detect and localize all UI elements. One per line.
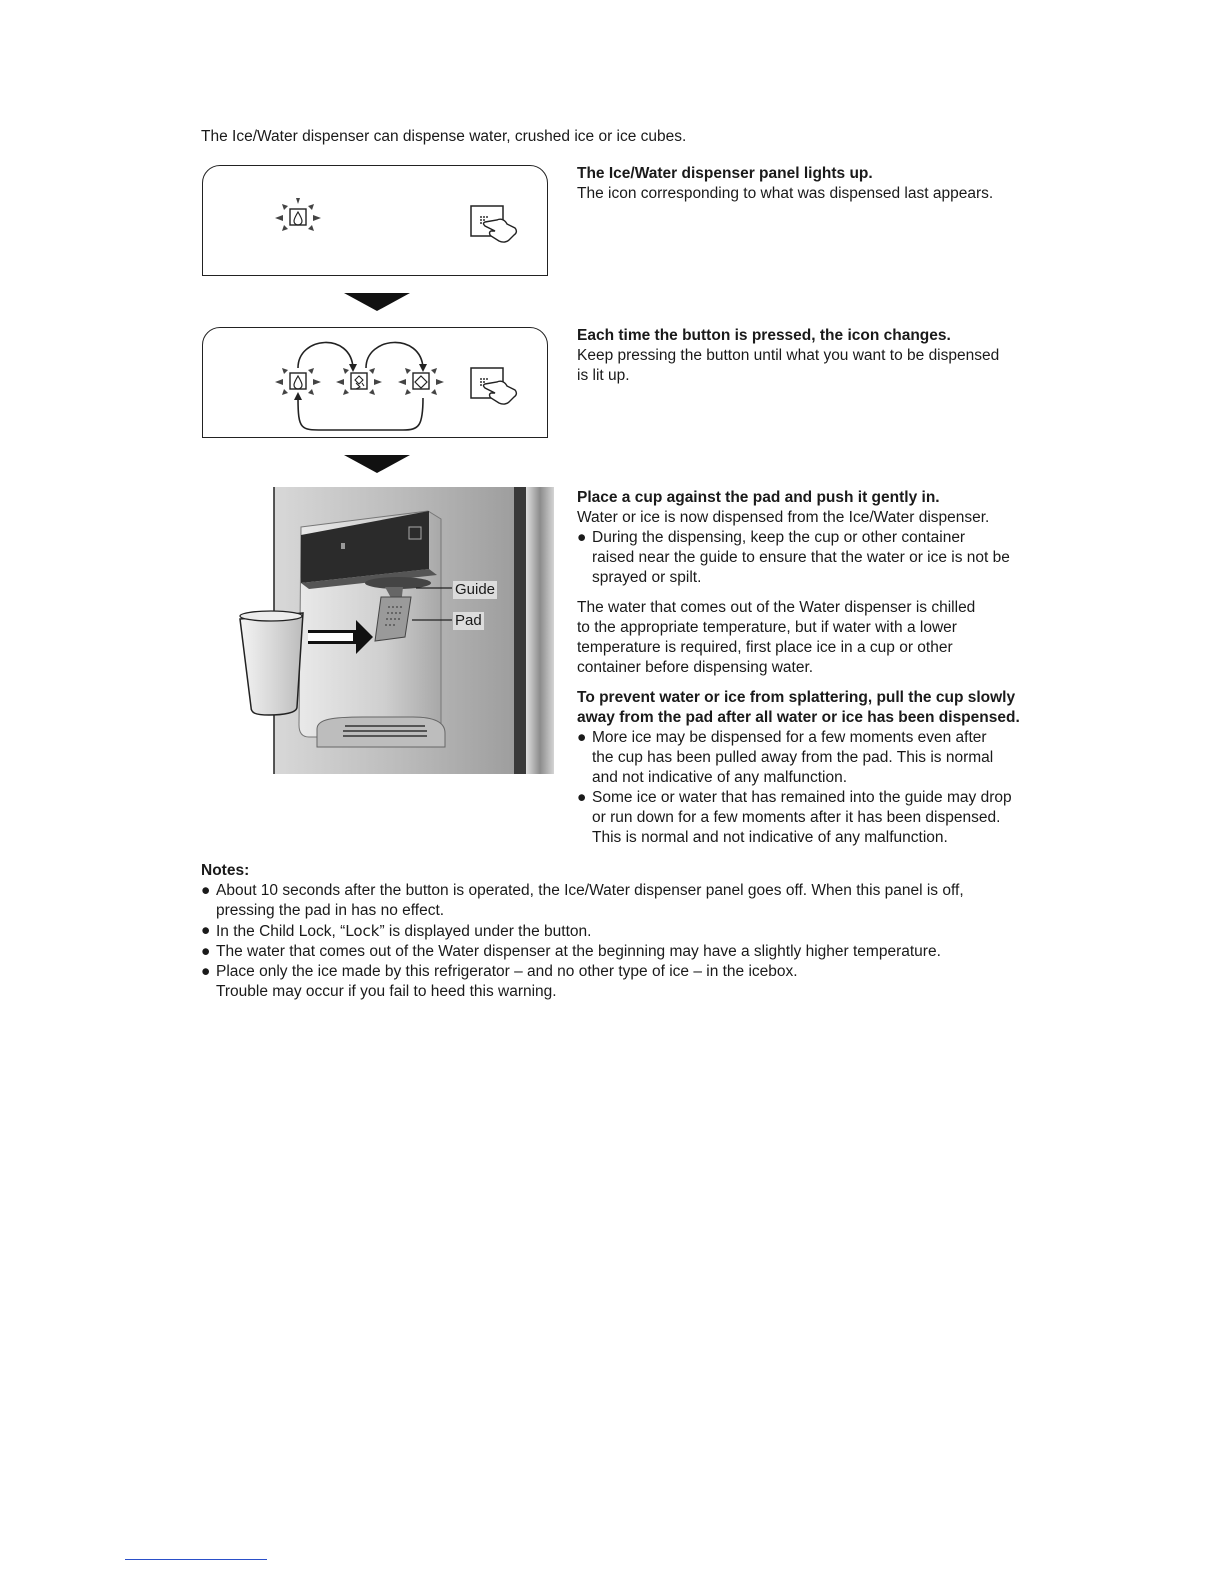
step-3-text — [577, 488, 1057, 848]
dispenser-button-icon — [471, 206, 516, 242]
lock-indicator-text: Lock — [345, 922, 380, 940]
notes-section — [201, 861, 1061, 1002]
water-drop-icon — [275, 198, 321, 231]
guide-label: Guide — [455, 581, 496, 598]
dispenser-panel-diagram-2 — [202, 327, 548, 438]
ice-cube-icon — [398, 368, 444, 395]
bullet-icon: ● — [577, 789, 587, 806]
list-item: ● Place only the ice made by this refrigerator – and no other type of ice – in the icebox. Trouble may occur if you fail to heed this warning. — [201, 963, 798, 1000]
down-arrow-icon — [344, 293, 410, 311]
list-item: ● In the Child Lock, “Lock” is displayed under the button. — [201, 922, 592, 940]
step-1-title: The Ice/Water dispenser panel lights up. — [577, 165, 873, 182]
step-3-line: Water or ice is now dispensed from the Ice/Water dispenser. — [577, 509, 990, 526]
notes-heading: Notes: — [201, 862, 250, 879]
list-item: ● More ice may be dispensed for a few moments even after the cup has been pulled away from the pad. This is normal and not indicative of any malfunction. — [577, 729, 994, 786]
dispenser-button-icon — [471, 368, 516, 404]
step-2-body-line: is lit up. — [577, 367, 630, 384]
step-2-body-line: Keep pressing the button until what you want to be dispensed — [577, 347, 1000, 364]
step-3-para: The water that comes out of the Water dispenser is chilled — [577, 599, 976, 616]
step-3-warning: To prevent water or ice from splattering, pull the cup slowly — [577, 689, 1016, 706]
down-arrow-icon — [344, 455, 410, 473]
step-3-para: temperature is required, first place ice in a cup or other — [577, 639, 953, 656]
list-item: ● During the dispensing, keep the cup or other container raised near the guide to ensure that the water or ice is not be sprayed or spilt. — [577, 529, 1010, 586]
step-3-para: to the appropriate temperature, but if water with a lower — [577, 619, 957, 636]
step-1-text — [577, 164, 1057, 204]
bullet-icon: ● — [201, 882, 211, 899]
bullet-icon: ● — [577, 729, 587, 746]
list-item: ● The water that comes out of the Water dispenser at the beginning may have a slightly higher temperature. — [201, 943, 941, 960]
step-1-body: The icon corresponding to what was dispensed last appears. — [577, 185, 994, 202]
footer-divider — [125, 1559, 267, 1560]
step-2-text — [577, 326, 1057, 386]
bullet-icon: ● — [201, 922, 211, 939]
list-item: ● Some ice or water that has remained into the guide may drop or run down for a few moments after it has been dispensed. This is normal and not indicative of any malfunction. — [577, 789, 1012, 846]
bullet-icon: ● — [201, 943, 211, 960]
crushed-ice-icon — [336, 368, 382, 395]
step-3-warning: away from the pad after all water or ice has been dispensed. — [577, 709, 1020, 726]
intro-text: The Ice/Water dispenser can dispense water, crushed ice or ice cubes. — [201, 128, 687, 145]
dispenser-photo-illustration — [233, 487, 554, 774]
step-2-title: Each time the button is pressed, the icon changes. — [577, 327, 951, 344]
bullet-icon: ● — [201, 963, 211, 980]
list-item: ● About 10 seconds after the button is operated, the Ice/Water dispenser panel goes off. When this panel is off, pressing the pad in has no effect. — [201, 882, 964, 919]
step-3-para: container before dispensing water. — [577, 659, 814, 676]
bullet-icon: ● — [577, 529, 587, 546]
pad-label: Pad — [455, 612, 482, 629]
water-drop-icon — [275, 368, 321, 395]
step-3-title: Place a cup against the pad and push it gently in. — [577, 489, 940, 506]
dispenser-panel-diagram-1 — [202, 165, 548, 276]
